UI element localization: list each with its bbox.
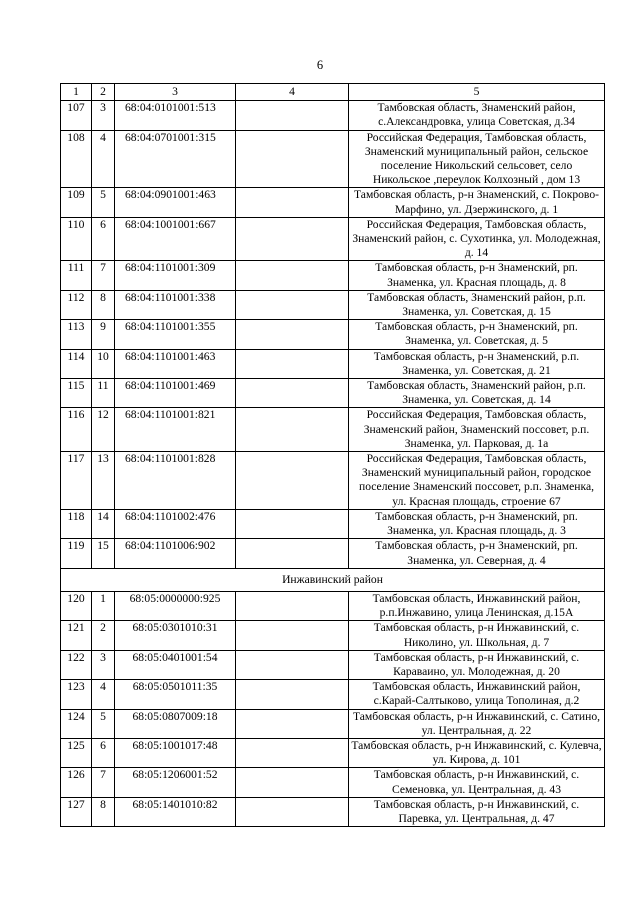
table-row (61, 188, 605, 217)
row-number-cell: 126 (61, 768, 92, 797)
item-index-cell: 3 (92, 650, 115, 679)
address-cell: Тамбовская область, Инжавинский район, р.п.Инжавино, улица Ленинская, д.15А (349, 591, 605, 620)
empty-cell (236, 379, 349, 408)
table-row (61, 130, 605, 188)
item-index-cell: 6 (92, 217, 115, 261)
row-number-cell: 115 (61, 379, 92, 408)
item-index-cell: 4 (92, 680, 115, 709)
address-cell: Тамбовская область, р-н Инжавинский, с. Караваино, ул. Молодежная, д. 20 (349, 650, 605, 679)
address-cell: Тамбовская область, р-н Инжавинский, с. Семеновка, ул. Центральная, д. 43 (349, 768, 605, 797)
empty-cell (236, 650, 349, 679)
item-index-cell: 4 (92, 130, 115, 188)
empty-cell (236, 768, 349, 797)
row-number-cell: 118 (61, 509, 92, 538)
item-index-cell: 3 (92, 101, 115, 130)
row-number-cell: 110 (61, 217, 92, 261)
item-index-cell: 6 (92, 738, 115, 767)
cadastral-number-cell: 68:04:1101001:463 (115, 349, 236, 378)
table-row (61, 261, 605, 290)
row-number-cell: 125 (61, 738, 92, 767)
item-index-cell: 13 (92, 452, 115, 510)
address-cell: Российская Федерация, Тамбовская область, Знаменский район, Знаменский поссовет, р.п. Знаменка, ул. Парковая, д. 1а (349, 408, 605, 452)
section-title: Инжавинский район (61, 568, 605, 591)
item-index-cell: 8 (92, 290, 115, 319)
empty-cell (236, 452, 349, 510)
empty-cell (236, 130, 349, 188)
row-number-cell: 107 (61, 101, 92, 130)
cadastral-number-cell: 68:05:0807009:18 (115, 709, 236, 738)
section-row (61, 568, 605, 591)
row-number-cell: 109 (61, 188, 92, 217)
cadastral-number-cell: 68:05:1001017:48 (115, 738, 236, 767)
table-row (61, 217, 605, 261)
address-cell: Российская Федерация, Тамбовская область, Знаменский муниципальный район, сельское поселение Никольский сельсовет, село Никольское ,переулок Колхозный , дом 13 (349, 130, 605, 188)
address-cell: Тамбовская область, р-н Знаменский, с. Покрово-Марфино, ул. Дзержинского, д. 1 (349, 188, 605, 217)
row-number-cell: 117 (61, 452, 92, 510)
page-number: 6 (316, 58, 324, 72)
address-cell: Тамбовская область, р-н Знаменский, рп. Знаменка, ул. Северная, д. 4 (349, 539, 605, 568)
item-index-cell: 11 (92, 379, 115, 408)
cadastral-number-cell: 68:04:1101001:309 (115, 261, 236, 290)
item-index-cell: 8 (92, 797, 115, 826)
empty-cell (236, 320, 349, 349)
table-row (61, 349, 605, 378)
table-row (61, 101, 605, 130)
item-index-cell: 14 (92, 509, 115, 538)
item-index-cell: 7 (92, 768, 115, 797)
empty-cell (236, 261, 349, 290)
item-index-cell: 9 (92, 320, 115, 349)
cadastral-number-cell: 68:04:0101001:513 (115, 101, 236, 130)
table-row (61, 452, 605, 510)
address-cell: Тамбовская область, р-н Инжавинский, с. Кулевча, ул. Кирова, д. 101 (349, 738, 605, 767)
row-number-cell: 121 (61, 621, 92, 650)
address-cell: Тамбовская область, р-н Инжавинский, с. Николино, ул. Школьная, д. 7 (349, 621, 605, 650)
cadastral-number-cell: 68:04:0901001:463 (115, 188, 236, 217)
row-number-cell: 114 (61, 349, 92, 378)
item-index-cell: 2 (92, 621, 115, 650)
empty-cell (236, 290, 349, 319)
cadastral-number-cell: 68:04:1001001:667 (115, 217, 236, 261)
table-row (61, 408, 605, 452)
table-row (61, 290, 605, 319)
empty-cell (236, 509, 349, 538)
cadastral-number-cell: 68:04:1101001:355 (115, 320, 236, 349)
cadastral-number-cell: 68:04:0701001:315 (115, 130, 236, 188)
item-index-cell: 7 (92, 261, 115, 290)
item-index-cell: 10 (92, 349, 115, 378)
row-number-cell: 127 (61, 797, 92, 826)
item-index-cell: 1 (92, 591, 115, 620)
empty-cell (236, 408, 349, 452)
empty-cell (236, 349, 349, 378)
address-cell: Российская Федерация, Тамбовская область, Знаменский муниципальный район, городское поселение Знаменский поссовет, р.п. Знаменка, ул. Красная площадь, строение 67 (349, 452, 605, 510)
address-cell: Тамбовская область, р-н Знаменский, рп. Знаменка, ул. Красная площадь, д. 3 (349, 509, 605, 538)
column-header: 3 (115, 84, 236, 101)
row-number-cell: 112 (61, 290, 92, 319)
empty-cell (236, 217, 349, 261)
table-row (61, 650, 605, 679)
cadastral-number-cell: 68:04:1101001:821 (115, 408, 236, 452)
empty-cell (236, 591, 349, 620)
item-index-cell: 5 (92, 709, 115, 738)
table-row (61, 738, 605, 767)
table-row (61, 621, 605, 650)
row-number-cell: 120 (61, 591, 92, 620)
address-cell: Тамбовская область, Знаменский район, р.п. Знаменка, ул. Советская, д. 14 (349, 379, 605, 408)
address-cell: Тамбовская область, р-н Знаменский, рп. Знаменка, ул. Красная площадь, д. 8 (349, 261, 605, 290)
column-header: 4 (236, 84, 349, 101)
column-header: 2 (92, 84, 115, 101)
table-header-row (61, 84, 605, 101)
table-row (61, 539, 605, 568)
table-row (61, 320, 605, 349)
column-header: 1 (61, 84, 92, 101)
table-row (61, 709, 605, 738)
table-row (61, 591, 605, 620)
cadastral-number-cell: 68:04:1101006:902 (115, 539, 236, 568)
address-cell: Тамбовская область, Знаменский район, с.Александровка, улица Советская, д.34 (349, 101, 605, 130)
table-row (61, 768, 605, 797)
address-cell: Российская Федерация, Тамбовская область, Знаменский район, с. Сухотинка, ул. Молодежная, д. 14 (349, 217, 605, 261)
empty-cell (236, 738, 349, 767)
row-number-cell: 119 (61, 539, 92, 568)
table-row (61, 680, 605, 709)
cadastral-number-cell: 68:05:0301010:31 (115, 621, 236, 650)
cadastral-number-cell: 68:04:1101002:476 (115, 509, 236, 538)
address-cell: Тамбовская область, Знаменский район, р.п. Знаменка, ул. Советская, д. 15 (349, 290, 605, 319)
cadastral-number-cell: 68:05:1206001:52 (115, 768, 236, 797)
column-header: 5 (349, 84, 605, 101)
row-number-cell: 111 (61, 261, 92, 290)
cadastral-number-cell: 68:04:1101001:469 (115, 379, 236, 408)
item-index-cell: 5 (92, 188, 115, 217)
address-cell: Тамбовская область, Инжавинский район, с.Карай-Салтыково, улица Тополиная, д.2 (349, 680, 605, 709)
row-number-cell: 122 (61, 650, 92, 679)
cadastral-number-cell: 68:04:1101001:338 (115, 290, 236, 319)
row-number-cell: 116 (61, 408, 92, 452)
table-row (61, 797, 605, 826)
item-index-cell: 15 (92, 539, 115, 568)
row-number-cell: 123 (61, 680, 92, 709)
address-cell: Тамбовская область, р-н Инжавинский, с. Паревка, ул. Центральная, д. 47 (349, 797, 605, 826)
cadastral-number-cell: 68:05:1401010:82 (115, 797, 236, 826)
empty-cell (236, 621, 349, 650)
cadastral-number-cell: 68:05:0501011:35 (115, 680, 236, 709)
row-number-cell: 124 (61, 709, 92, 738)
address-cell: Тамбовская область, р-н Знаменский, рп. Знаменка, ул. Советская, д. 5 (349, 320, 605, 349)
address-cell: Тамбовская область, р-н Инжавинский, с. Сатино, ул. Центральная, д. 22 (349, 709, 605, 738)
cadastral-number-cell: 68:05:0000000:925 (115, 591, 236, 620)
address-cell: Тамбовская область, р-н Знаменский, р.п. Знаменка, ул. Советская, д. 21 (349, 349, 605, 378)
row-number-cell: 113 (61, 320, 92, 349)
empty-cell (236, 539, 349, 568)
table-row (61, 509, 605, 538)
cadastral-number-cell: 68:05:0401001:54 (115, 650, 236, 679)
row-number-cell: 108 (61, 130, 92, 188)
empty-cell (236, 101, 349, 130)
empty-cell (236, 680, 349, 709)
registry-table (60, 83, 605, 827)
empty-cell (236, 188, 349, 217)
cadastral-number-cell: 68:04:1101001:828 (115, 452, 236, 510)
empty-cell (236, 797, 349, 826)
table-row (61, 379, 605, 408)
item-index-cell: 12 (92, 408, 115, 452)
empty-cell (236, 709, 349, 738)
